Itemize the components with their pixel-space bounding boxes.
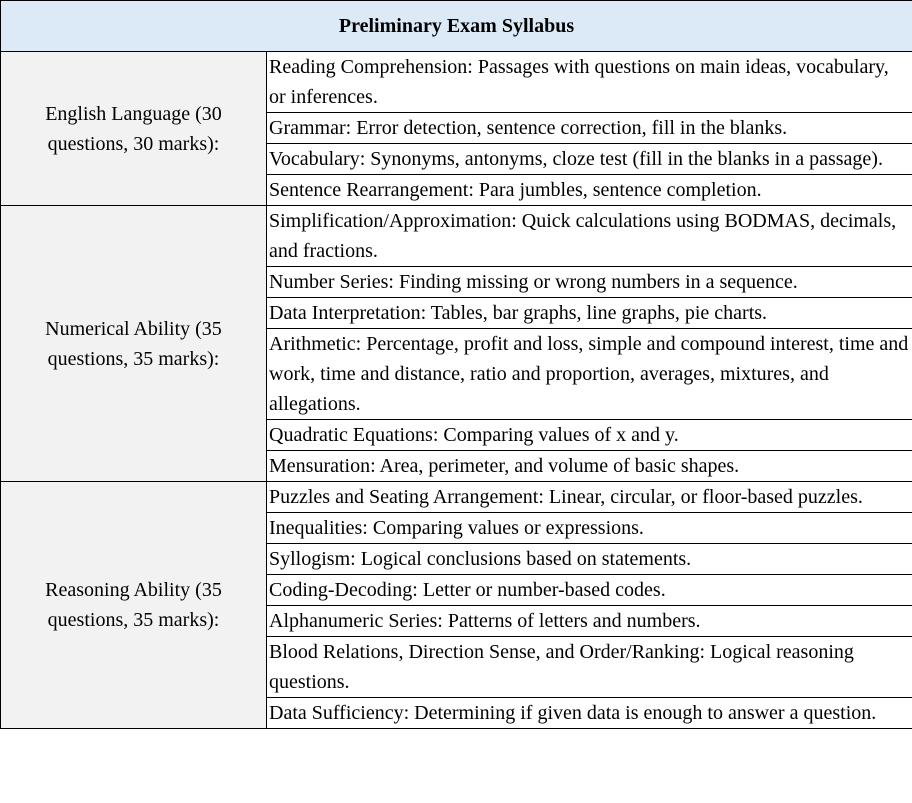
section-english-language: English Language (30 questions, 30 marks): bbox=[1, 52, 267, 206]
section-reasoning-ability: Reasoning Ability (35 questions, 35 marks): bbox=[1, 482, 267, 729]
topic-sentence-rearrangement: Sentence Rearrangement: Para jumbles, sentence completion. bbox=[267, 175, 912, 206]
topic-number-series: Number Series: Finding missing or wrong numbers in a sequence. bbox=[267, 267, 912, 298]
topic-blood-relations: Blood Relations, Direction Sense, and Order/Ranking: Logical reasoning questions. bbox=[267, 637, 912, 698]
topic-reading-comprehension: Reading Comprehension: Passages with questions on main ideas, vocabulary, or inferences. bbox=[267, 52, 912, 113]
topic-alphanumeric-series: Alphanumeric Series: Patterns of letters and numbers. bbox=[267, 606, 912, 637]
topic-mensuration: Mensuration: Area, perimeter, and volume of basic shapes. bbox=[267, 451, 912, 482]
topic-data-sufficiency: Data Sufficiency: Determining if given data is enough to answer a question. bbox=[267, 698, 912, 729]
topic-coding-decoding: Coding-Decoding: Letter or number-based codes. bbox=[267, 575, 912, 606]
table-row bbox=[1, 52, 912, 113]
topic-syllogism: Syllogism: Logical conclusions based on statements. bbox=[267, 544, 912, 575]
topic-quadratic-equations: Quadratic Equations: Comparing values of x and y. bbox=[267, 420, 912, 451]
topic-puzzles-seating: Puzzles and Seating Arrangement: Linear, circular, or floor-based puzzles. bbox=[267, 482, 912, 513]
topic-data-interpretation: Data Interpretation: Tables, bar graphs, line graphs, pie charts. bbox=[267, 298, 912, 329]
section-numerical-ability: Numerical Ability (35 questions, 35 marks): bbox=[1, 206, 267, 482]
table-title: Preliminary Exam Syllabus bbox=[1, 1, 912, 52]
topic-grammar: Grammar: Error detection, sentence correction, fill in the blanks. bbox=[267, 113, 912, 144]
topic-vocabulary: Vocabulary: Synonyms, antonyms, cloze test (fill in the blanks in a passage). bbox=[267, 144, 912, 175]
title-row bbox=[1, 1, 912, 52]
topic-arithmetic: Arithmetic: Percentage, profit and loss, simple and compound interest, time and work, time and distance, ratio and proportion, averages, mixtures, and allegations. bbox=[267, 329, 912, 420]
topic-inequalities: Inequalities: Comparing values or expressions. bbox=[267, 513, 912, 544]
table-row bbox=[1, 482, 912, 513]
topic-simplification: Simplification/Approximation: Quick calculations using BODMAS, decimals, and fractions. bbox=[267, 206, 912, 267]
table-row bbox=[1, 206, 912, 267]
